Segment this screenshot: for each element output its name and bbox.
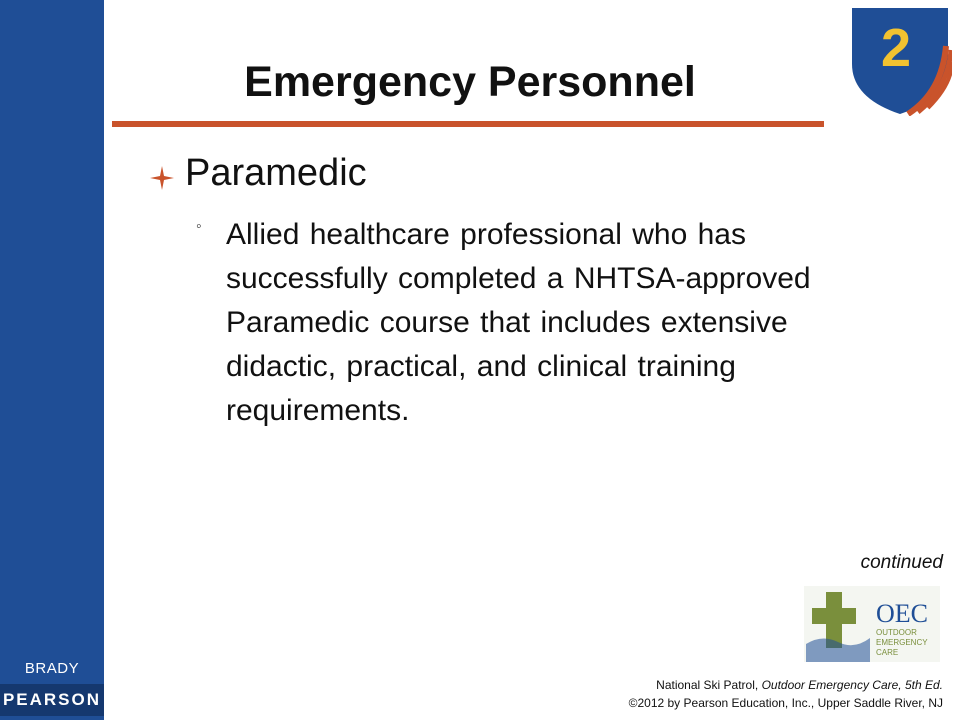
- oec-line1: OUTDOOR: [876, 628, 917, 637]
- brady-label: BRADY: [24, 660, 80, 677]
- hollow-circle-icon: ◦: [196, 218, 202, 235]
- footer-line2: ©2012 by Pearson Education, Inc., Upper Saddle River, NJ: [628, 696, 943, 710]
- footer-citation: [629, 676, 943, 712]
- slide-title: Emergency Personnel: [244, 58, 696, 106]
- continued-label: continued: [860, 552, 943, 573]
- pearson-label: PEARSON: [0, 684, 104, 716]
- bullet-paramedic: Paramedic: [185, 152, 367, 194]
- oec-logo-icon: [804, 586, 940, 662]
- title-underline: [112, 121, 824, 127]
- footer-line1-prefix: National Ski Patrol,: [656, 678, 762, 692]
- footer-line1: [629, 676, 943, 694]
- oec-line2: EMERGENCY: [876, 638, 928, 647]
- chapter-2-badge-icon: [848, 6, 952, 116]
- badge-number: 2: [880, 18, 912, 78]
- footer-book-title: Outdoor Emergency Care, 5th Ed.: [761, 678, 943, 692]
- oec-abbr: OEC: [876, 599, 928, 628]
- left-sidebar: [0, 0, 104, 720]
- four-point-star-icon: [150, 166, 174, 190]
- oec-line3: CARE: [876, 648, 899, 657]
- sub-bullet-definition: Allied healthcare professional who has successfully completed a NHTSA-approved Paramedic course that includes extensive didactic, practical, and clinical training requirements.: [226, 218, 811, 427]
